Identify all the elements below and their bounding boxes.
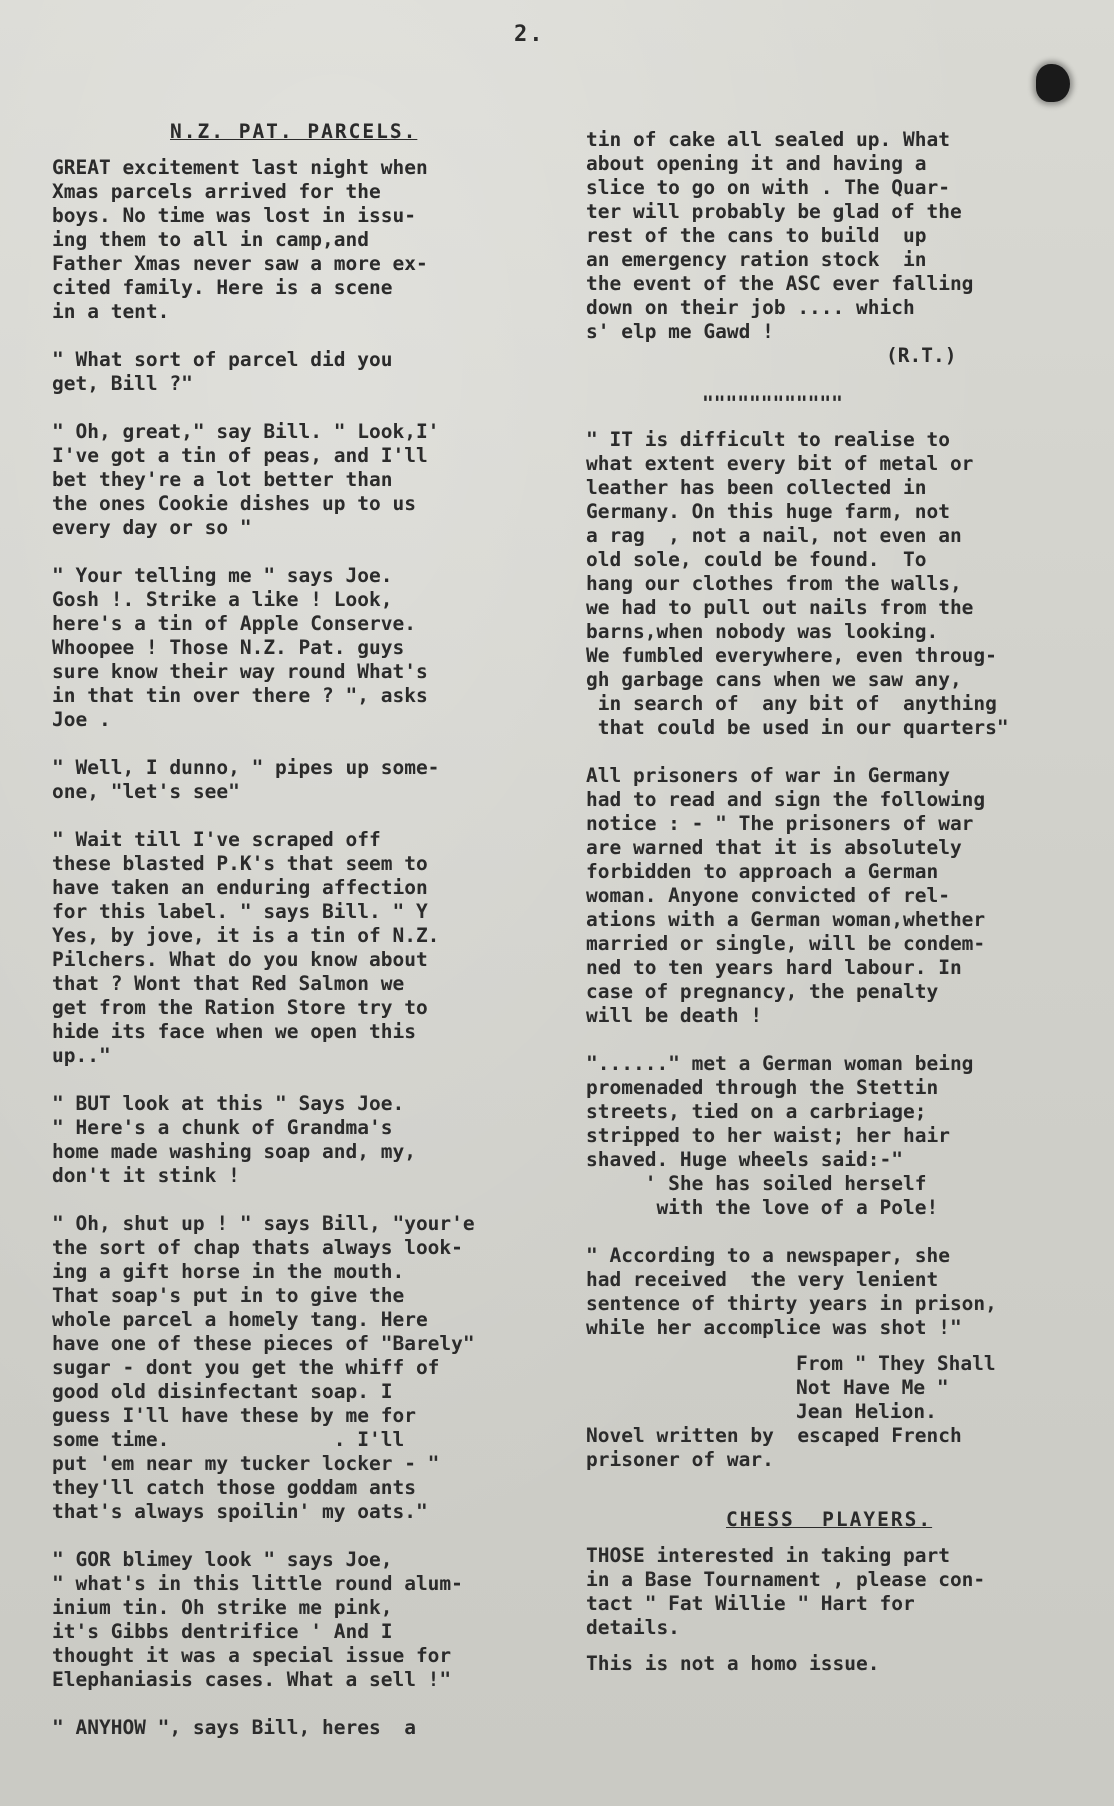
text-line: Germany. On this huge farm, not xyxy=(586,500,950,523)
text-line: gh garbage cans when we saw any, xyxy=(586,668,962,691)
text-line: Xmas parcels arrived for the xyxy=(52,180,381,203)
text-line: down on their job .... which xyxy=(586,296,915,319)
text-line: in a tent. xyxy=(52,300,170,323)
text-line: " Here's a chunk of Grandma's xyxy=(52,1116,393,1139)
text-line: s' elp me Gawd ! xyxy=(586,320,774,343)
paragraph xyxy=(586,428,1086,740)
text-line: that ? Wont that Red Salmon we xyxy=(52,972,405,995)
text-line: had to read and sign the following xyxy=(586,788,986,811)
text-line: We fumbled everywhere, even throug- xyxy=(586,644,997,667)
text-line: sentence of thirty years in prison, xyxy=(586,1292,997,1315)
section-separator: """""""""""" xyxy=(702,392,843,415)
text-line: whole parcel a homely tang. Here xyxy=(52,1308,428,1331)
chess-line: details. xyxy=(586,1616,680,1639)
pow-article-body xyxy=(586,428,1086,1340)
source-note-line: prisoner of war. xyxy=(586,1448,774,1471)
source-note-line: Novel written by escaped French xyxy=(586,1424,962,1447)
source-line: Not Have Me " xyxy=(796,1376,949,1399)
punch-hole xyxy=(1036,64,1070,102)
text-line: rest of the cans to build up xyxy=(586,224,927,247)
text-line: thought it was a special issue for xyxy=(52,1644,452,1667)
text-line: " Wait till I've scraped off xyxy=(52,828,381,851)
text-line: Pilchers. What do you know about xyxy=(52,948,428,971)
text-line: All prisoners of war in Germany xyxy=(586,764,950,787)
text-line: sure know their way round What's xyxy=(52,660,428,683)
text-line: in search of any bit of anything xyxy=(586,692,997,715)
chess-line: THOSE interested in taking part xyxy=(586,1544,950,1567)
text-line: guess I'll have these by me for xyxy=(52,1404,416,1427)
text-line: don't it stink ! xyxy=(52,1164,240,1187)
text-line: " According to a newspaper, she xyxy=(586,1244,950,1267)
text-line: Gosh !. Strike a like ! Look, xyxy=(52,588,393,611)
text-line: Father Xmas never saw a more ex- xyxy=(52,252,428,275)
text-line: we had to pull out nails from the xyxy=(586,596,974,619)
text-line: "......" met a German woman being xyxy=(586,1052,974,1075)
text-line: old sole, could be found. To xyxy=(586,548,927,571)
text-line: in that tin over there ? ", asks xyxy=(52,684,428,707)
text-line: barns,when nobody was looking. xyxy=(586,620,939,643)
paragraph xyxy=(52,1092,544,1188)
text-line: Elephaniasis cases. What a sell !" xyxy=(52,1668,452,1691)
text-line: every day or so " xyxy=(52,516,252,539)
text-line: married or single, will be condem- xyxy=(586,932,986,955)
text-line: ' She has soiled herself xyxy=(586,1172,927,1195)
text-line: forbidden to approach a German xyxy=(586,860,939,883)
text-line: ter will probably be glad of the xyxy=(586,200,962,223)
closing-note: This is not a homo issue. xyxy=(586,1652,880,1675)
article-heading: N.Z. PAT. PARCELS. xyxy=(170,120,418,143)
text-line: have taken an enduring affection xyxy=(52,876,428,899)
text-line: ing them to all in camp,and xyxy=(52,228,369,251)
text-line: case of pregnancy, the penalty xyxy=(586,980,939,1003)
text-line: " Your telling me " says Joe. xyxy=(52,564,393,587)
text-line: stripped to her waist; her hair xyxy=(586,1124,950,1147)
author-signature: (R.T.) xyxy=(886,344,957,367)
text-line: sugar - dont you get the whiff of xyxy=(52,1356,440,1379)
source-line: From " They Shall xyxy=(796,1352,996,1375)
text-line: inium tin. Oh strike me pink, xyxy=(52,1596,393,1619)
text-line: some time. . I'll xyxy=(52,1428,405,1451)
paragraph xyxy=(52,828,544,1068)
paragraph xyxy=(586,1244,1086,1340)
text-line: up.." xyxy=(52,1044,111,1067)
text-line: leather has been collected in xyxy=(586,476,927,499)
text-line: That soap's put in to give the xyxy=(52,1284,405,1307)
source-note xyxy=(586,1424,1086,1472)
text-line: boys. No time was lost in issu- xyxy=(52,204,416,227)
page-number: 2. xyxy=(514,22,545,47)
chess-line: in a Base Tournament , please con- xyxy=(586,1568,986,1591)
chess-line: tact " Fat Willie " Hart for xyxy=(586,1592,915,1615)
text-line: here's a tin of Apple Conserve. xyxy=(52,612,416,635)
text-line: good old disinfectant soap. I xyxy=(52,1380,393,1403)
text-line: " Oh, great," say Bill. " Look,I' xyxy=(52,420,440,443)
text-line: had received the very lenient xyxy=(586,1268,939,1291)
text-line: put 'em near my tucker locker - " xyxy=(52,1452,440,1475)
text-line: Whoopee ! Those N.Z. Pat. guys xyxy=(52,636,405,659)
text-line: tin of cake all sealed up. What xyxy=(586,128,950,151)
text-line: will be death ! xyxy=(586,1004,763,1027)
paragraph xyxy=(52,1716,544,1740)
text-line: one, "let's see" xyxy=(52,780,240,803)
chess-notice xyxy=(586,1544,1086,1640)
text-line: promenaded through the Stettin xyxy=(586,1076,939,1099)
text-line: ing a gift horse in the mouth. xyxy=(52,1260,405,1283)
text-line: get from the Ration Store try to xyxy=(52,996,428,1019)
text-line: " BUT look at this " Says Joe. xyxy=(52,1092,405,1115)
text-line: " Oh, shut up ! " says Bill, "your'e xyxy=(52,1212,475,1235)
text-line: a rag , not a nail, not even an xyxy=(586,524,962,547)
text-line: woman. Anyone convicted of rel- xyxy=(586,884,950,907)
paragraph xyxy=(586,1052,1086,1220)
text-line: cited family. Here is a scene xyxy=(52,276,393,299)
text-line: I've got a tin of peas, and I'll xyxy=(52,444,428,467)
text-line: hide its face when we open this xyxy=(52,1020,416,1043)
text-line: are warned that it is absolutely xyxy=(586,836,962,859)
text-line: Joe . xyxy=(52,708,111,731)
text-line: Yes, by jove, it is a tin of N.Z. xyxy=(52,924,440,947)
text-line: about opening it and having a xyxy=(586,152,927,175)
text-line: have one of these pieces of "Barely" xyxy=(52,1332,475,1355)
paragraph xyxy=(52,1212,544,1524)
text-line: for this label. " says Bill. " Y xyxy=(52,900,428,923)
text-line: hang our clothes from the walls, xyxy=(586,572,962,595)
right-column xyxy=(586,128,1086,1676)
source-line: Jean Helion. xyxy=(796,1400,937,1423)
paragraph xyxy=(52,564,544,732)
text-line: the event of the ASC ever falling xyxy=(586,272,974,295)
left-column xyxy=(52,120,544,1740)
text-line: " Well, I dunno, " pipes up some- xyxy=(52,756,440,779)
text-line: it's Gibbs dentrifice ' And I xyxy=(52,1620,393,1643)
text-line: ned to ten years hard labour. In xyxy=(586,956,962,979)
article-continuation xyxy=(586,128,1086,344)
paragraph xyxy=(52,1548,544,1692)
source-citation xyxy=(586,1352,1086,1424)
left-article-body xyxy=(52,156,544,1740)
text-line: streets, tied on a carbriage; xyxy=(586,1100,927,1123)
text-line: they'll catch those goddam ants xyxy=(52,1476,416,1499)
text-line: " GOR blimey look " says Joe, xyxy=(52,1548,393,1571)
paragraph xyxy=(52,156,544,324)
text-line: an emergency ration stock in xyxy=(586,248,927,271)
text-line: that's always spoilin' my oats." xyxy=(52,1500,428,1523)
text-line: " what's in this little round alum- xyxy=(52,1572,463,1595)
text-line: ations with a German woman,whether xyxy=(586,908,986,931)
paragraph xyxy=(586,764,1086,1028)
text-line: GREAT excitement last night when xyxy=(52,156,428,179)
text-line: with the love of a Pole! xyxy=(586,1196,939,1219)
text-line: home made washing soap and, my, xyxy=(52,1140,416,1163)
text-line: shaved. Huge wheels said:-" xyxy=(586,1148,903,1171)
chess-heading: CHESS PLAYERS. xyxy=(726,1508,933,1531)
text-line: notice : - " The prisoners of war xyxy=(586,812,974,835)
text-line: " IT is difficult to realise to xyxy=(586,428,950,451)
paragraph xyxy=(52,348,544,396)
paragraph xyxy=(52,420,544,540)
text-line: that could be used in our quarters" xyxy=(586,716,1009,739)
text-line: these blasted P.K's that seem to xyxy=(52,852,428,875)
text-line: the ones Cookie dishes up to us xyxy=(52,492,416,515)
text-line: " What sort of parcel did you xyxy=(52,348,393,371)
text-line: get, Bill ?" xyxy=(52,372,193,395)
text-line: what extent every bit of metal or xyxy=(586,452,974,475)
text-line: bet they're a lot better than xyxy=(52,468,393,491)
text-line: " ANYHOW ", says Bill, heres a xyxy=(52,1716,416,1739)
text-line: while her accomplice was shot !" xyxy=(586,1316,962,1339)
text-line: slice to go on with . The Quar- xyxy=(586,176,950,199)
paragraph xyxy=(52,756,544,804)
text-line: the sort of chap thats always look- xyxy=(52,1236,463,1259)
